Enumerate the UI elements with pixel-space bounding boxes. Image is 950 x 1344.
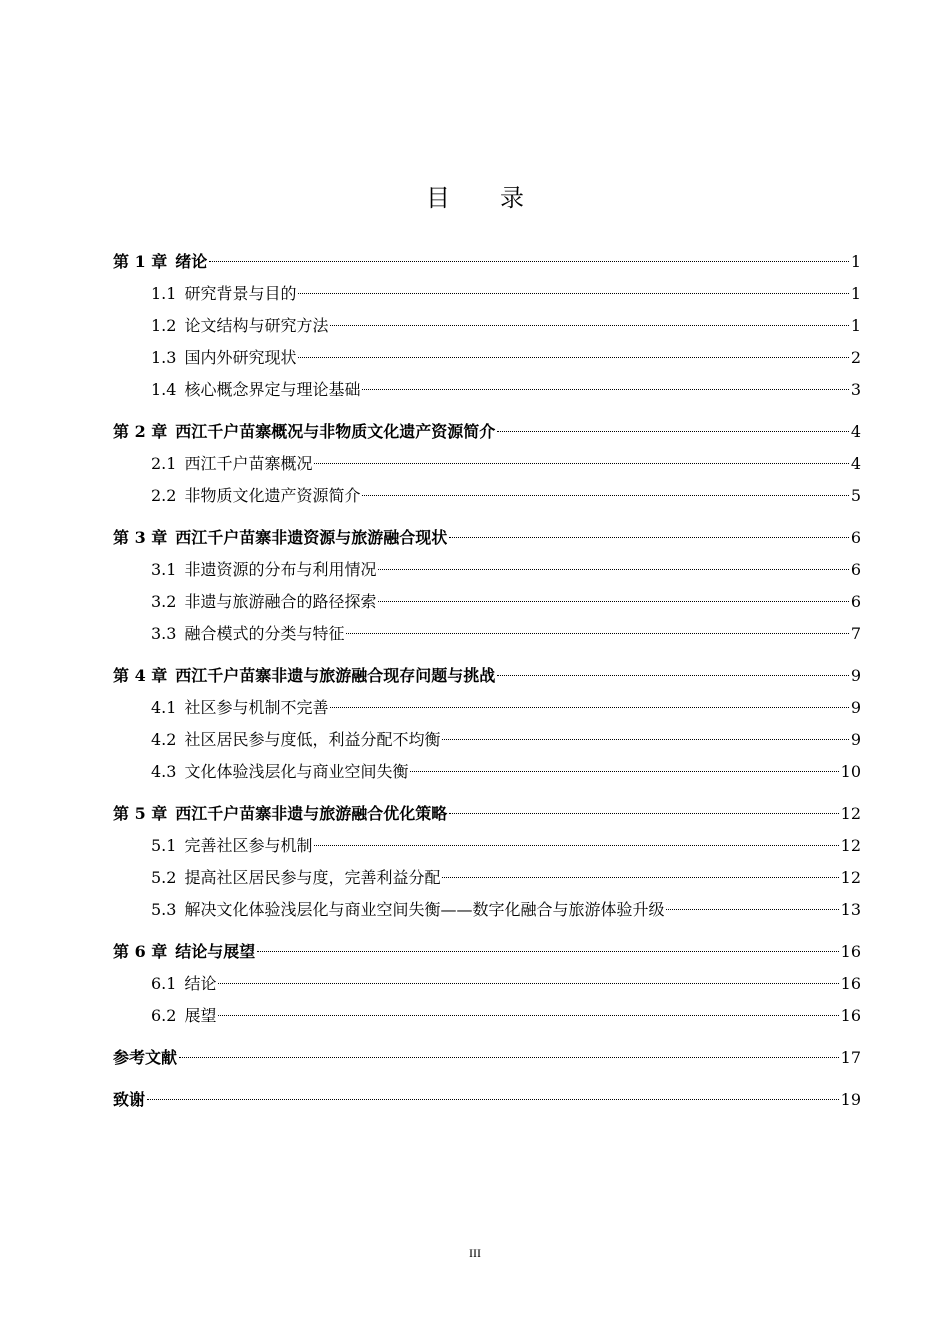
toc-entry-page: 9 [850,666,861,685]
dot-leader [298,293,848,294]
toc-entry-page: 2 [850,348,861,367]
toc-entry-page: 6 [850,560,861,579]
dot-leader [346,633,848,634]
toc-entry-label: 社区居民参与度低，利益分配不均衡 [184,730,441,749]
toc-entry-page: 13 [840,900,861,919]
toc-entry-label: 参考文献 [113,1048,178,1067]
dot-leader [314,845,838,846]
dot-leader [449,537,849,538]
dot-leader [330,707,848,708]
toc-entry-page: 16 [840,1006,861,1025]
dot-leader [497,431,849,432]
toc-entry-page: 12 [840,868,861,887]
table-of-contents [113,246,861,1116]
toc-section-entry[interactable] [113,692,861,724]
toc-entry-number: 第 6 章 [113,942,168,961]
toc-entry-number: 第 4 章 [113,666,168,685]
toc-entry-number: 1.4 [151,380,177,399]
dot-leader [257,951,838,952]
toc-entry-page: 12 [840,836,861,855]
toc-entry-label: 西江千户苗寨概况与非物质文化遗产资源简介 [175,422,496,441]
toc-entry-label: 完善社区参与机制 [184,836,313,855]
toc-chapter-entry[interactable] [113,660,861,692]
toc-section-entry[interactable] [113,310,861,342]
toc-section-entry[interactable] [113,618,861,650]
toc-entry-number: 1.3 [151,348,177,367]
toc-entry-number: 第 3 章 [113,528,168,547]
dot-leader [666,909,838,910]
toc-title-left: 目 [426,184,450,212]
toc-chapter-entry[interactable] [113,522,861,554]
toc-entry-label: 结论 [184,974,217,993]
dot-leader [179,1057,839,1058]
toc-section-entry[interactable] [113,554,861,586]
toc-entry-number: 5.2 [151,868,177,887]
dot-leader [298,357,848,358]
toc-entry-page: 16 [840,974,861,993]
toc-entry-number: 第 2 章 [113,422,168,441]
toc-chapter-entry[interactable] [113,1084,861,1116]
dot-leader [449,813,838,814]
toc-entry-page: 6 [850,592,861,611]
dot-leader [410,771,838,772]
toc-entry-number: 4.1 [151,698,177,717]
toc-entry-label: 融合模式的分类与特征 [184,624,345,643]
toc-entry-page: 1 [850,316,861,335]
toc-entry-label: 非遗与旅游融合的路径探索 [184,592,377,611]
dot-leader [362,389,848,390]
dot-leader [218,983,838,984]
toc-section-entry[interactable] [113,724,861,756]
toc-entry-number: 3.1 [151,560,177,579]
dot-leader [442,877,838,878]
toc-entry-page: 4 [850,422,861,441]
toc-entry-number: 3.3 [151,624,177,643]
toc-entry-page: 17 [840,1048,861,1067]
toc-section-entry[interactable] [113,830,861,862]
toc-entry-number: 5.1 [151,836,177,855]
page-number: III [469,1246,481,1260]
toc-entry-label: 展望 [184,1006,217,1025]
toc-entry-page: 3 [850,380,861,399]
toc-section-entry[interactable] [113,756,861,788]
toc-section-entry[interactable] [113,968,861,1000]
dot-leader [209,261,849,262]
dot-leader [330,325,848,326]
toc-entry-number: 2.2 [151,486,177,505]
toc-entry-page: 7 [850,624,861,643]
toc-chapter-entry[interactable] [113,246,861,278]
toc-section-entry[interactable] [113,862,861,894]
toc-entry-page: 1 [850,252,861,271]
toc-entry-label: 论文结构与研究方法 [184,316,329,335]
toc-title [0,178,950,213]
dot-leader [362,495,848,496]
toc-entry-number: 4.2 [151,730,177,749]
toc-entry-label: 核心概念界定与理论基础 [184,380,361,399]
dot-leader [378,601,848,602]
toc-entry-label: 非物质文化遗产资源简介 [184,486,361,505]
toc-title-right: 录 [500,184,524,212]
dot-leader [442,739,848,740]
dot-leader [497,675,849,676]
toc-entry-label: 国内外研究现状 [184,348,297,367]
toc-entry-page: 6 [850,528,861,547]
toc-entry-page: 9 [850,698,861,717]
toc-entry-page: 4 [850,454,861,473]
dot-leader [314,463,848,464]
toc-section-entry[interactable] [113,342,861,374]
toc-chapter-entry[interactable] [113,1042,861,1074]
dot-leader [218,1015,838,1016]
toc-section-entry[interactable] [113,1000,861,1032]
toc-entry-label: 西江千户苗寨非遗与旅游融合现存问题与挑战 [175,666,496,685]
toc-entry-number: 2.1 [151,454,177,473]
toc-chapter-entry[interactable] [113,798,861,830]
toc-entry-label: 西江千户苗寨非遗与旅游融合优化策略 [175,804,448,823]
toc-entry-label: 致谢 [113,1090,146,1109]
toc-entry-number: 第 5 章 [113,804,168,823]
toc-section-entry[interactable] [113,278,861,310]
toc-entry-page: 9 [850,730,861,749]
toc-entry-page: 19 [840,1090,861,1109]
toc-section-entry[interactable] [113,894,861,926]
toc-entry-number: 1.1 [151,284,177,303]
toc-entry-label: 绪论 [175,252,208,271]
toc-entry-page: 16 [840,942,861,961]
toc-entry-page: 1 [850,284,861,303]
toc-section-entry[interactable] [113,374,861,406]
toc-entry-number: 第 1 章 [113,252,168,271]
toc-entry-label: 非遗资源的分布与利用情况 [184,560,377,579]
toc-entry-number: 1.2 [151,316,177,335]
toc-entry-page: 12 [840,804,861,823]
toc-chapter-entry[interactable] [113,416,861,448]
toc-entry-number: 3.2 [151,592,177,611]
toc-entry-label: 提高社区居民参与度，完善利益分配 [184,868,441,887]
toc-entry-label: 西江千户苗寨概况 [184,454,313,473]
toc-entry-label: 西江千户苗寨非遗资源与旅游融合现状 [175,528,448,547]
toc-section-entry[interactable] [113,586,861,618]
toc-entry-label: 研究背景与目的 [184,284,297,303]
toc-entry-number: 4.3 [151,762,177,781]
toc-entry-label: 文化体验浅层化与商业空间失衡 [184,762,409,781]
toc-section-entry[interactable] [113,480,861,512]
toc-entry-label: 解决文化体验浅层化与商业空间失衡——数字化融合与旅游体验升级 [184,900,665,919]
dot-leader [147,1099,839,1100]
toc-section-entry[interactable] [113,448,861,480]
toc-entry-label: 结论与展望 [175,942,256,961]
dot-leader [378,569,848,570]
toc-entry-number: 6.2 [151,1006,177,1025]
toc-entry-number: 5.3 [151,900,177,919]
toc-entry-page: 5 [850,486,861,505]
toc-entry-number: 6.1 [151,974,177,993]
toc-entry-label: 社区参与机制不完善 [184,698,329,717]
toc-entry-page: 10 [840,762,861,781]
toc-chapter-entry[interactable] [113,936,861,968]
